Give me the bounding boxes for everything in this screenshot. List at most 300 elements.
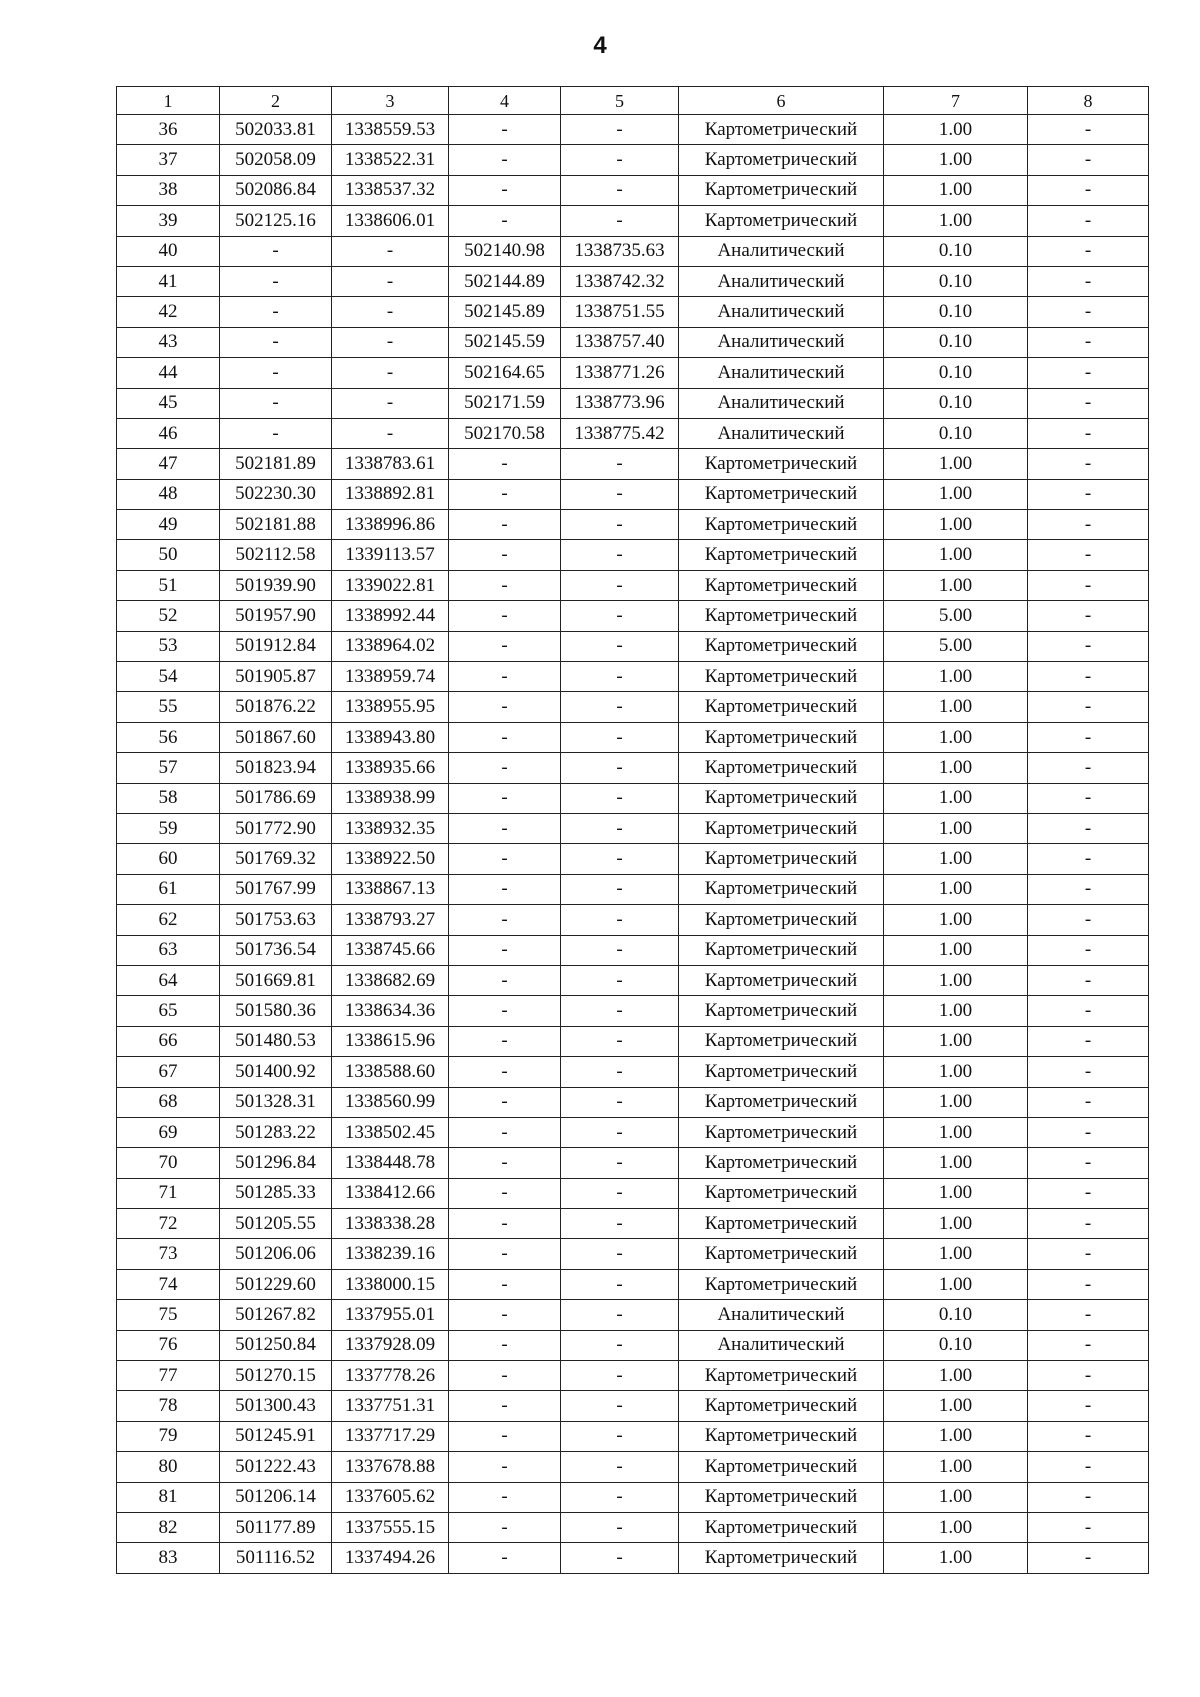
new-x-cell: - bbox=[449, 1300, 561, 1330]
description-cell: - bbox=[1028, 692, 1149, 722]
method-cell: Картометрический bbox=[679, 1269, 884, 1299]
table-row bbox=[117, 115, 1149, 145]
existing-y-cell: 1339113.57 bbox=[332, 540, 449, 570]
point-number-cell: 81 bbox=[117, 1482, 220, 1512]
table-row bbox=[117, 601, 1149, 631]
new-y-cell: - bbox=[561, 601, 679, 631]
table-row bbox=[117, 1057, 1149, 1087]
existing-x-cell: 501229.60 bbox=[220, 1269, 332, 1299]
existing-x-cell: 502181.89 bbox=[220, 449, 332, 479]
new-x-cell: - bbox=[449, 844, 561, 874]
method-cell: Картометрический bbox=[679, 145, 884, 175]
description-cell: - bbox=[1028, 935, 1149, 965]
existing-y-cell: 1338783.61 bbox=[332, 449, 449, 479]
new-x-cell: 502140.98 bbox=[449, 236, 561, 266]
method-cell: Картометрический bbox=[679, 692, 884, 722]
method-cell: Аналитический bbox=[679, 1300, 884, 1330]
point-number-cell: 43 bbox=[117, 327, 220, 357]
accuracy-cell: 5.00 bbox=[884, 631, 1028, 661]
accuracy-cell: 1.00 bbox=[884, 540, 1028, 570]
table-row bbox=[117, 753, 1149, 783]
description-cell: - bbox=[1028, 1452, 1149, 1482]
table-row bbox=[117, 662, 1149, 692]
existing-x-cell: 502058.09 bbox=[220, 145, 332, 175]
description-cell: - bbox=[1028, 601, 1149, 631]
description-cell: - bbox=[1028, 965, 1149, 995]
description-cell: - bbox=[1028, 358, 1149, 388]
description-cell: - bbox=[1028, 1330, 1149, 1360]
table-row bbox=[117, 1543, 1149, 1573]
column-header: 5 bbox=[561, 87, 679, 115]
description-cell: - bbox=[1028, 844, 1149, 874]
new-x-cell: - bbox=[449, 631, 561, 661]
accuracy-cell: 5.00 bbox=[884, 601, 1028, 631]
table-row bbox=[117, 1300, 1149, 1330]
table-row bbox=[117, 236, 1149, 266]
new-x-cell: 502145.89 bbox=[449, 297, 561, 327]
existing-y-cell: 1337955.01 bbox=[332, 1300, 449, 1330]
table-row bbox=[117, 1178, 1149, 1208]
method-cell: Картометрический bbox=[679, 206, 884, 236]
table-row bbox=[117, 418, 1149, 448]
new-x-cell: - bbox=[449, 1269, 561, 1299]
new-x-cell: 502170.58 bbox=[449, 418, 561, 448]
existing-y-cell: - bbox=[332, 388, 449, 418]
description-cell: - bbox=[1028, 388, 1149, 418]
new-x-cell: - bbox=[449, 783, 561, 813]
existing-x-cell: - bbox=[220, 297, 332, 327]
accuracy-cell: 1.00 bbox=[884, 1148, 1028, 1178]
page-number: 4 bbox=[593, 32, 607, 59]
point-number-cell: 38 bbox=[117, 175, 220, 205]
method-cell: Картометрический bbox=[679, 874, 884, 904]
table-row bbox=[117, 965, 1149, 995]
table-row bbox=[117, 145, 1149, 175]
existing-y-cell: 1338992.44 bbox=[332, 601, 449, 631]
description-cell: - bbox=[1028, 1361, 1149, 1391]
method-cell: Картометрический bbox=[679, 1421, 884, 1451]
new-x-cell: - bbox=[449, 1512, 561, 1542]
existing-y-cell: 1338634.36 bbox=[332, 996, 449, 1026]
method-cell: Картометрический bbox=[679, 175, 884, 205]
table-row bbox=[117, 692, 1149, 722]
existing-x-cell: 501580.36 bbox=[220, 996, 332, 1026]
accuracy-cell: 0.10 bbox=[884, 418, 1028, 448]
point-number-cell: 52 bbox=[117, 601, 220, 631]
new-x-cell: - bbox=[449, 1330, 561, 1360]
accuracy-cell: 1.00 bbox=[884, 1452, 1028, 1482]
accuracy-cell: 1.00 bbox=[884, 1543, 1028, 1573]
existing-y-cell: 1338959.74 bbox=[332, 662, 449, 692]
new-x-cell: - bbox=[449, 1482, 561, 1512]
existing-y-cell: 1338559.53 bbox=[332, 115, 449, 145]
existing-y-cell: 1337717.29 bbox=[332, 1421, 449, 1451]
new-x-cell: - bbox=[449, 115, 561, 145]
method-cell: Картометрический bbox=[679, 1361, 884, 1391]
point-number-cell: 48 bbox=[117, 479, 220, 509]
existing-y-cell: 1338502.45 bbox=[332, 1117, 449, 1147]
new-x-cell: - bbox=[449, 1026, 561, 1056]
method-cell: Аналитический bbox=[679, 327, 884, 357]
method-cell: Картометрический bbox=[679, 1026, 884, 1056]
description-cell: - bbox=[1028, 570, 1149, 600]
point-number-cell: 46 bbox=[117, 418, 220, 448]
method-cell: Картометрический bbox=[679, 479, 884, 509]
table-row bbox=[117, 1512, 1149, 1542]
accuracy-cell: 0.10 bbox=[884, 266, 1028, 296]
existing-y-cell: 1338793.27 bbox=[332, 905, 449, 935]
point-number-cell: 40 bbox=[117, 236, 220, 266]
table-row bbox=[117, 479, 1149, 509]
existing-y-cell: 1338745.66 bbox=[332, 935, 449, 965]
existing-x-cell: 502112.58 bbox=[220, 540, 332, 570]
new-y-cell: - bbox=[561, 1512, 679, 1542]
existing-y-cell: 1338955.95 bbox=[332, 692, 449, 722]
new-y-cell: 1338751.55 bbox=[561, 297, 679, 327]
new-y-cell: 1338742.32 bbox=[561, 266, 679, 296]
table-row bbox=[117, 449, 1149, 479]
accuracy-cell: 1.00 bbox=[884, 1209, 1028, 1239]
description-cell: - bbox=[1028, 1148, 1149, 1178]
existing-x-cell: 501205.55 bbox=[220, 1209, 332, 1239]
table-row bbox=[117, 1269, 1149, 1299]
accuracy-cell: 1.00 bbox=[884, 1026, 1028, 1056]
method-cell: Картометрический bbox=[679, 662, 884, 692]
point-number-cell: 73 bbox=[117, 1239, 220, 1269]
description-cell: - bbox=[1028, 783, 1149, 813]
description-cell: - bbox=[1028, 1209, 1149, 1239]
new-y-cell: - bbox=[561, 1178, 679, 1208]
method-cell: Картометрический bbox=[679, 1117, 884, 1147]
new-x-cell: - bbox=[449, 206, 561, 236]
new-x-cell: - bbox=[449, 601, 561, 631]
accuracy-cell: 1.00 bbox=[884, 753, 1028, 783]
new-x-cell: - bbox=[449, 145, 561, 175]
table-row bbox=[117, 1330, 1149, 1360]
accuracy-cell: 1.00 bbox=[884, 722, 1028, 752]
existing-x-cell: 501222.43 bbox=[220, 1452, 332, 1482]
table-row bbox=[117, 1148, 1149, 1178]
description-cell: - bbox=[1028, 449, 1149, 479]
point-number-cell: 75 bbox=[117, 1300, 220, 1330]
accuracy-cell: 0.10 bbox=[884, 388, 1028, 418]
new-y-cell: - bbox=[561, 1391, 679, 1421]
accuracy-cell: 1.00 bbox=[884, 510, 1028, 540]
description-cell: - bbox=[1028, 1117, 1149, 1147]
new-y-cell: - bbox=[561, 965, 679, 995]
table-row bbox=[117, 540, 1149, 570]
existing-x-cell: 501285.33 bbox=[220, 1178, 332, 1208]
existing-x-cell: 501206.14 bbox=[220, 1482, 332, 1512]
method-cell: Картометрический bbox=[679, 783, 884, 813]
existing-x-cell: 501300.43 bbox=[220, 1391, 332, 1421]
accuracy-cell: 1.00 bbox=[884, 115, 1028, 145]
accuracy-cell: 0.10 bbox=[884, 358, 1028, 388]
table-row bbox=[117, 297, 1149, 327]
method-cell: Картометрический bbox=[679, 1209, 884, 1239]
new-x-cell: - bbox=[449, 753, 561, 783]
new-x-cell: - bbox=[449, 175, 561, 205]
new-y-cell: - bbox=[561, 996, 679, 1026]
description-cell: - bbox=[1028, 753, 1149, 783]
new-y-cell: - bbox=[561, 479, 679, 509]
new-y-cell: - bbox=[561, 692, 679, 722]
existing-x-cell: 502086.84 bbox=[220, 175, 332, 205]
point-number-cell: 79 bbox=[117, 1421, 220, 1451]
new-y-cell: - bbox=[561, 905, 679, 935]
existing-x-cell: - bbox=[220, 418, 332, 448]
new-y-cell: - bbox=[561, 1452, 679, 1482]
table-row bbox=[117, 844, 1149, 874]
existing-x-cell: 501116.52 bbox=[220, 1543, 332, 1573]
accuracy-cell: 1.00 bbox=[884, 874, 1028, 904]
accuracy-cell: 1.00 bbox=[884, 1391, 1028, 1421]
table-row bbox=[117, 631, 1149, 661]
new-x-cell: - bbox=[449, 570, 561, 600]
existing-y-cell: 1338000.15 bbox=[332, 1269, 449, 1299]
table-row bbox=[117, 1391, 1149, 1421]
table-row bbox=[117, 175, 1149, 205]
method-cell: Картометрический bbox=[679, 449, 884, 479]
new-x-cell: - bbox=[449, 905, 561, 935]
description-cell: - bbox=[1028, 479, 1149, 509]
point-number-cell: 76 bbox=[117, 1330, 220, 1360]
description-cell: - bbox=[1028, 115, 1149, 145]
existing-y-cell: - bbox=[332, 418, 449, 448]
existing-y-cell: 1338964.02 bbox=[332, 631, 449, 661]
coordinates-table bbox=[116, 86, 1149, 1574]
new-x-cell: - bbox=[449, 722, 561, 752]
new-y-cell: 1338735.63 bbox=[561, 236, 679, 266]
accuracy-cell: 0.10 bbox=[884, 327, 1028, 357]
accuracy-cell: 1.00 bbox=[884, 1117, 1028, 1147]
description-cell: - bbox=[1028, 266, 1149, 296]
method-cell: Картометрический bbox=[679, 935, 884, 965]
new-x-cell: - bbox=[449, 1421, 561, 1451]
method-cell: Картометрический bbox=[679, 1087, 884, 1117]
new-x-cell: 502171.59 bbox=[449, 388, 561, 418]
description-cell: - bbox=[1028, 418, 1149, 448]
description-cell: - bbox=[1028, 1087, 1149, 1117]
description-cell: - bbox=[1028, 662, 1149, 692]
existing-x-cell: 501767.99 bbox=[220, 874, 332, 904]
table-row bbox=[117, 327, 1149, 357]
accuracy-cell: 1.00 bbox=[884, 844, 1028, 874]
table-row bbox=[117, 1239, 1149, 1269]
new-x-cell: - bbox=[449, 479, 561, 509]
point-number-cell: 72 bbox=[117, 1209, 220, 1239]
accuracy-cell: 1.00 bbox=[884, 905, 1028, 935]
table-row bbox=[117, 1087, 1149, 1117]
description-cell: - bbox=[1028, 1421, 1149, 1451]
new-y-cell: - bbox=[561, 1117, 679, 1147]
new-x-cell: - bbox=[449, 1361, 561, 1391]
existing-x-cell: 501957.90 bbox=[220, 601, 332, 631]
existing-x-cell: - bbox=[220, 236, 332, 266]
new-x-cell: - bbox=[449, 449, 561, 479]
method-cell: Картометрический bbox=[679, 844, 884, 874]
method-cell: Аналитический bbox=[679, 418, 884, 448]
table-row bbox=[117, 1452, 1149, 1482]
new-x-cell: - bbox=[449, 874, 561, 904]
method-cell: Аналитический bbox=[679, 297, 884, 327]
existing-y-cell: 1338522.31 bbox=[332, 145, 449, 175]
accuracy-cell: 1.00 bbox=[884, 965, 1028, 995]
method-cell: Картометрический bbox=[679, 601, 884, 631]
table-row bbox=[117, 935, 1149, 965]
column-header: 1 bbox=[117, 87, 220, 115]
point-number-cell: 64 bbox=[117, 965, 220, 995]
method-cell: Картометрический bbox=[679, 905, 884, 935]
new-x-cell: - bbox=[449, 662, 561, 692]
new-y-cell: - bbox=[561, 449, 679, 479]
point-number-cell: 67 bbox=[117, 1057, 220, 1087]
new-y-cell: - bbox=[561, 722, 679, 752]
new-y-cell: - bbox=[561, 1239, 679, 1269]
description-cell: - bbox=[1028, 206, 1149, 236]
method-cell: Аналитический bbox=[679, 1330, 884, 1360]
new-y-cell: - bbox=[561, 783, 679, 813]
column-header: 3 bbox=[332, 87, 449, 115]
method-cell: Картометрический bbox=[679, 1178, 884, 1208]
accuracy-cell: 1.00 bbox=[884, 935, 1028, 965]
new-x-cell: - bbox=[449, 1148, 561, 1178]
existing-y-cell: 1338239.16 bbox=[332, 1239, 449, 1269]
new-y-cell: - bbox=[561, 145, 679, 175]
existing-y-cell: 1338892.81 bbox=[332, 479, 449, 509]
point-number-cell: 53 bbox=[117, 631, 220, 661]
new-x-cell: - bbox=[449, 1452, 561, 1482]
existing-y-cell: - bbox=[332, 266, 449, 296]
new-x-cell: - bbox=[449, 1087, 561, 1117]
accuracy-cell: 1.00 bbox=[884, 1361, 1028, 1391]
existing-y-cell: 1338935.66 bbox=[332, 753, 449, 783]
method-cell: Картометрический bbox=[679, 1239, 884, 1269]
existing-x-cell: - bbox=[220, 327, 332, 357]
new-x-cell: - bbox=[449, 813, 561, 843]
description-cell: - bbox=[1028, 722, 1149, 752]
new-y-cell: - bbox=[561, 1087, 679, 1117]
accuracy-cell: 1.00 bbox=[884, 662, 1028, 692]
point-number-cell: 42 bbox=[117, 297, 220, 327]
new-y-cell: 1338771.26 bbox=[561, 358, 679, 388]
description-cell: - bbox=[1028, 145, 1149, 175]
existing-y-cell: 1337778.26 bbox=[332, 1361, 449, 1391]
table-header-row bbox=[117, 87, 1149, 115]
accuracy-cell: 1.00 bbox=[884, 783, 1028, 813]
description-cell: - bbox=[1028, 1482, 1149, 1512]
column-header: 2 bbox=[220, 87, 332, 115]
method-cell: Картометрический bbox=[679, 722, 884, 752]
new-x-cell: - bbox=[449, 965, 561, 995]
method-cell: Картометрический bbox=[679, 631, 884, 661]
description-cell: - bbox=[1028, 1178, 1149, 1208]
method-cell: Картометрический bbox=[679, 115, 884, 145]
existing-y-cell: 1338922.50 bbox=[332, 844, 449, 874]
new-y-cell: - bbox=[561, 844, 679, 874]
point-number-cell: 83 bbox=[117, 1543, 220, 1573]
description-cell: - bbox=[1028, 1057, 1149, 1087]
accuracy-cell: 1.00 bbox=[884, 449, 1028, 479]
new-y-cell: - bbox=[561, 1269, 679, 1299]
point-number-cell: 47 bbox=[117, 449, 220, 479]
existing-y-cell: 1337555.15 bbox=[332, 1512, 449, 1542]
method-cell: Аналитический bbox=[679, 358, 884, 388]
new-y-cell: - bbox=[561, 175, 679, 205]
existing-y-cell: 1338615.96 bbox=[332, 1026, 449, 1056]
existing-y-cell: 1339022.81 bbox=[332, 570, 449, 600]
method-cell: Картометрический bbox=[679, 965, 884, 995]
existing-x-cell: 502125.16 bbox=[220, 206, 332, 236]
new-y-cell: - bbox=[561, 540, 679, 570]
method-cell: Картометрический bbox=[679, 1148, 884, 1178]
point-number-cell: 59 bbox=[117, 813, 220, 843]
method-cell: Картометрический bbox=[679, 1482, 884, 1512]
existing-x-cell: 501905.87 bbox=[220, 662, 332, 692]
description-cell: - bbox=[1028, 1239, 1149, 1269]
existing-x-cell: - bbox=[220, 358, 332, 388]
existing-x-cell: 501769.32 bbox=[220, 844, 332, 874]
new-y-cell: - bbox=[561, 570, 679, 600]
new-y-cell: - bbox=[561, 935, 679, 965]
accuracy-cell: 1.00 bbox=[884, 692, 1028, 722]
point-number-cell: 77 bbox=[117, 1361, 220, 1391]
existing-y-cell: 1338932.35 bbox=[332, 813, 449, 843]
existing-y-cell: 1337751.31 bbox=[332, 1391, 449, 1421]
new-y-cell: - bbox=[561, 115, 679, 145]
table-row bbox=[117, 1361, 1149, 1391]
table-row bbox=[117, 358, 1149, 388]
new-y-cell: - bbox=[561, 1482, 679, 1512]
method-cell: Картометрический bbox=[679, 1543, 884, 1573]
existing-y-cell: 1338938.99 bbox=[332, 783, 449, 813]
existing-y-cell: 1338560.99 bbox=[332, 1087, 449, 1117]
existing-x-cell: 501939.90 bbox=[220, 570, 332, 600]
point-number-cell: 68 bbox=[117, 1087, 220, 1117]
point-number-cell: 44 bbox=[117, 358, 220, 388]
accuracy-cell: 1.00 bbox=[884, 1057, 1028, 1087]
method-cell: Картометрический bbox=[679, 1391, 884, 1421]
new-y-cell: - bbox=[561, 1330, 679, 1360]
existing-x-cell: 501669.81 bbox=[220, 965, 332, 995]
accuracy-cell: 0.10 bbox=[884, 236, 1028, 266]
column-header: 7 bbox=[884, 87, 1028, 115]
existing-y-cell: 1338588.60 bbox=[332, 1057, 449, 1087]
new-x-cell: - bbox=[449, 996, 561, 1026]
existing-x-cell: 501867.60 bbox=[220, 722, 332, 752]
method-cell: Картометрический bbox=[679, 540, 884, 570]
new-y-cell: - bbox=[561, 813, 679, 843]
method-cell: Аналитический bbox=[679, 266, 884, 296]
description-cell: - bbox=[1028, 297, 1149, 327]
description-cell: - bbox=[1028, 236, 1149, 266]
existing-x-cell: 502230.30 bbox=[220, 479, 332, 509]
new-y-cell: - bbox=[561, 1148, 679, 1178]
existing-x-cell: 501912.84 bbox=[220, 631, 332, 661]
point-number-cell: 61 bbox=[117, 874, 220, 904]
accuracy-cell: 1.00 bbox=[884, 1239, 1028, 1269]
accuracy-cell: 1.00 bbox=[884, 206, 1028, 236]
method-cell: Картометрический bbox=[679, 1452, 884, 1482]
new-x-cell: 502164.65 bbox=[449, 358, 561, 388]
accuracy-cell: 1.00 bbox=[884, 996, 1028, 1026]
existing-x-cell: 501753.63 bbox=[220, 905, 332, 935]
new-x-cell: - bbox=[449, 1057, 561, 1087]
accuracy-cell: 1.00 bbox=[884, 1087, 1028, 1117]
point-number-cell: 39 bbox=[117, 206, 220, 236]
point-number-cell: 50 bbox=[117, 540, 220, 570]
existing-x-cell: - bbox=[220, 388, 332, 418]
